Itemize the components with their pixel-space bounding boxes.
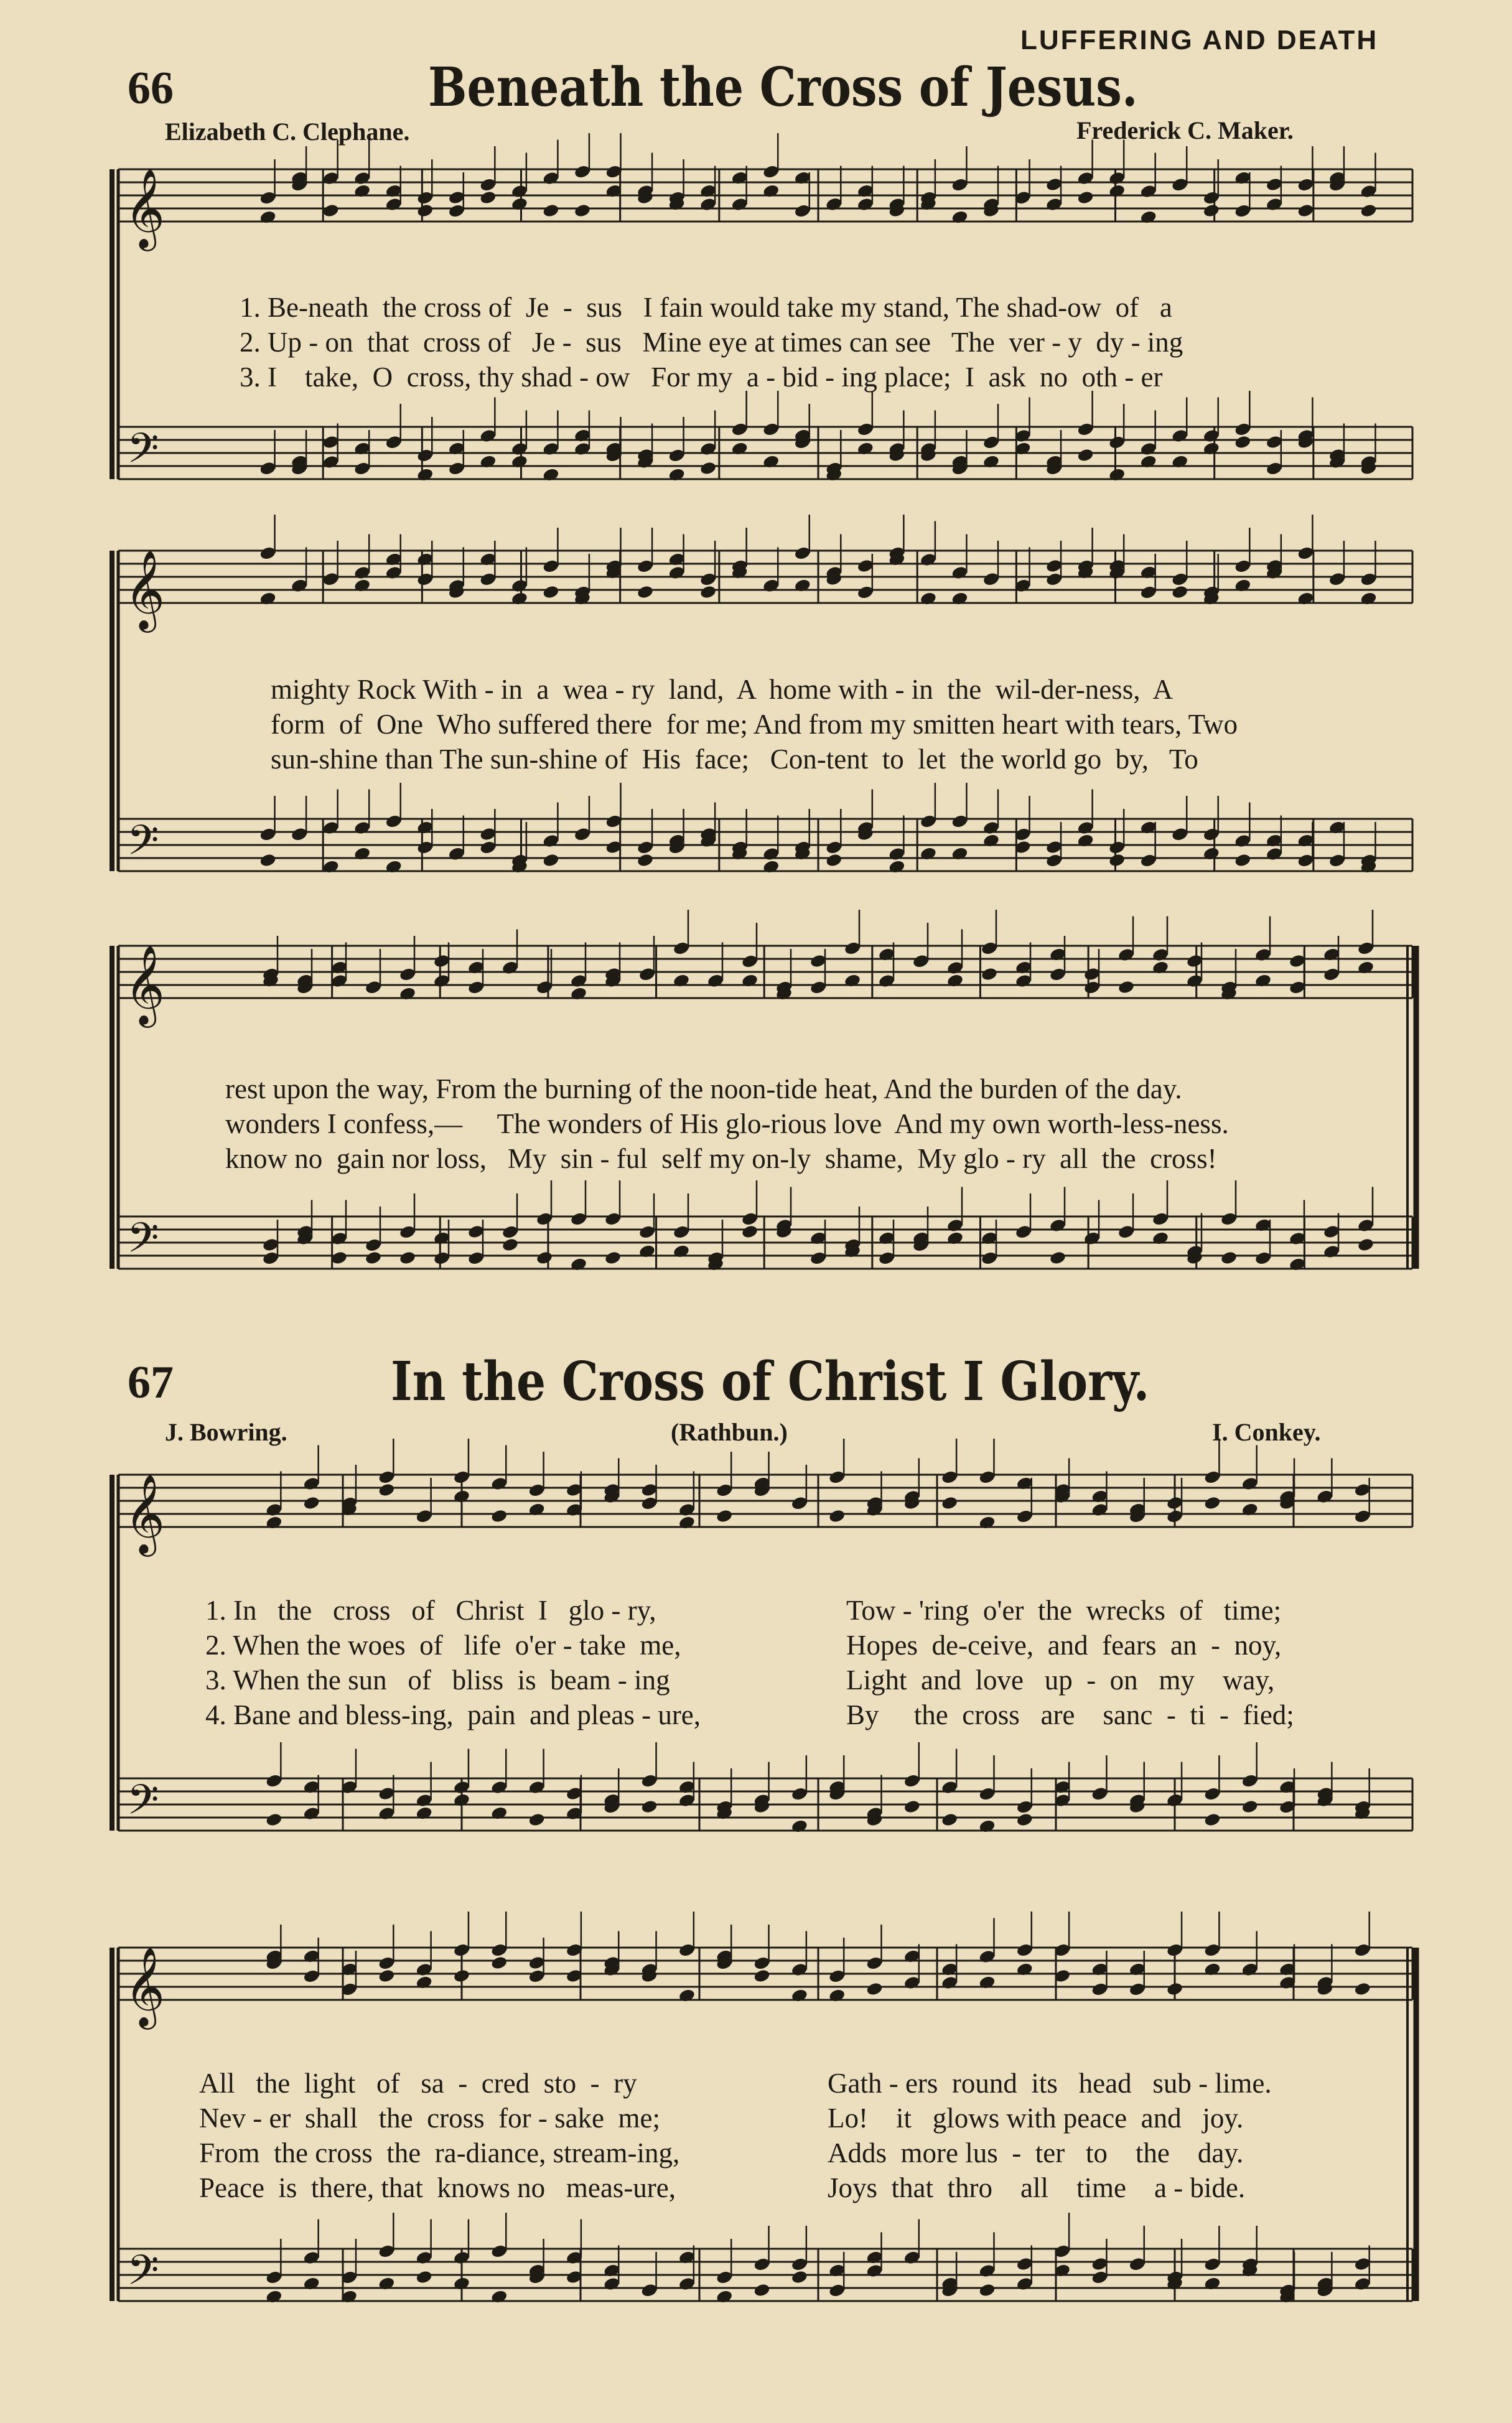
lyric-line: Hopes de-ceive, and fears an - noy, — [846, 1630, 1282, 1661]
note-head — [791, 2269, 808, 2284]
note-head — [574, 203, 591, 218]
note-head — [1076, 447, 1094, 462]
note-head — [365, 1250, 382, 1265]
note-head — [1297, 203, 1314, 218]
note-head — [741, 1224, 758, 1239]
note-head — [640, 1799, 658, 1814]
note-head — [542, 584, 559, 599]
note-head — [1357, 1237, 1374, 1252]
note-head — [378, 1482, 395, 1497]
section-header: LUFFERING AND DEATH — [1020, 25, 1379, 55]
note-head — [828, 1508, 846, 1523]
lyric-line: 2. Up - on that cross of Je - sus Mine eye at times can see The ver - y dy - ing — [240, 327, 1183, 358]
note-head — [941, 1812, 958, 1827]
lyric-line: Peace is there, that knows no meas-ure, — [199, 2172, 676, 2203]
note-head — [1241, 1799, 1259, 1814]
note-head — [1220, 1250, 1238, 1265]
treble-clef: 𝄞 — [124, 549, 166, 629]
lyric-line: know no gain nor loss, My sin - ful self my on-ly shame, My glo - ry all the cross! — [225, 1143, 1217, 1174]
hymn-number: 66 — [128, 63, 174, 114]
note-head — [1076, 190, 1094, 205]
note-head — [265, 1812, 282, 1827]
lyric-line: 1. Be-neath the cross of Je - sus I fain would take my stand, The shad-ow of a — [240, 292, 1172, 323]
lyric-line: form of One Who suffered there for me; And from my smitten heart with tears, Two — [271, 709, 1238, 740]
note-head — [1203, 203, 1220, 218]
note-head — [399, 1250, 416, 1265]
note-head — [637, 852, 654, 867]
note-head — [536, 1250, 553, 1265]
note-head — [1203, 1812, 1221, 1827]
note-head — [453, 1968, 470, 1983]
lyric-line: Nev - er shall the cross for - sake me; — [199, 2103, 661, 2134]
note-head — [753, 1968, 770, 1983]
lyric-line: Lo! it glows with peace and joy. — [828, 2103, 1244, 2134]
lyric-line: Gath - ers round its head sub - lime. — [828, 2068, 1272, 2099]
note-head — [716, 1508, 733, 1523]
note-head — [502, 1237, 519, 1252]
note-head — [415, 2269, 432, 2284]
lyric-line: 3. I take, O cross, thy shad - ow For my a - bid - ing place; I ask no oth - er — [240, 362, 1163, 393]
note-head — [542, 852, 559, 867]
lyric-line: 2. When the woes of life o'er - take me, — [205, 1630, 681, 1661]
hymn-title: Beneath the Cross of Jesus. — [428, 56, 1138, 119]
note-head — [1049, 1250, 1066, 1265]
hymn-number: 67 — [128, 1357, 174, 1408]
note-head — [866, 1981, 883, 1996]
treble-clef: 𝄞 — [124, 945, 166, 1024]
note-head — [699, 460, 717, 475]
lyric-line: sun-shine than The sun-shine of His face; Con-tent to let the world go by, To — [271, 744, 1198, 775]
bass-clef: 𝄢 — [127, 816, 159, 874]
lyric-line: Adds more lus - ter to the day. — [828, 2137, 1244, 2169]
note-head — [302, 1495, 320, 1510]
note-head — [490, 1508, 508, 1523]
lyric-line: From the cross the ra-diance, stream-ing, — [199, 2137, 680, 2169]
lyric-line: Tow - 'ring o'er the wrecks of time; — [846, 1595, 1282, 1626]
lyric-line: Joys that thro all time a - bide. — [828, 2172, 1246, 2203]
bass-clef: 𝄢 — [127, 424, 159, 482]
note-head — [1353, 1981, 1371, 1996]
note-head — [699, 584, 717, 599]
note-head — [1234, 434, 1251, 449]
treble-clef: 𝄞 — [124, 168, 166, 248]
treble-clef: 𝄞 — [124, 1946, 166, 2026]
note-head — [490, 1955, 508, 1970]
lyric-line: mighty Rock With - in a wea - ry land, A home with - in the wil-der-ness, A — [271, 674, 1173, 705]
lyricist: J. Bowring. — [165, 1418, 287, 1446]
note-head — [1171, 584, 1188, 599]
note-head — [528, 1812, 545, 1827]
note-head — [637, 584, 654, 599]
bass-clef: 𝄢 — [127, 2246, 159, 2304]
note-head — [1118, 979, 1135, 994]
lyric-line: 3. When the sun of bliss is beam - ing — [205, 1664, 670, 1696]
note-head — [941, 1495, 958, 1510]
note-head — [1016, 1812, 1034, 1827]
note-head — [825, 852, 842, 867]
lyric-line: Light and love up - on my way, — [846, 1664, 1275, 1696]
tune-name: (Rathbun.) — [671, 1418, 788, 1446]
note-head — [604, 1250, 622, 1265]
note-head — [259, 852, 276, 867]
bass-clef: 𝄢 — [127, 1214, 159, 1272]
treble-clef: 𝄞 — [124, 1473, 166, 1553]
lyric-line: By the cross are sanc - ti - fied; — [846, 1699, 1294, 1730]
note-head — [1108, 852, 1126, 867]
note-head — [753, 2282, 770, 2297]
note-head — [416, 203, 434, 218]
composer: I. Conkey. — [1212, 1418, 1321, 1446]
lyric-line: 1. In the cross of Christ I glo - ry, — [205, 1595, 656, 1626]
hymn-title: In the Cross of Christ I Glory. — [391, 1350, 1150, 1413]
lyricist: Elizabeth C. Clephane. — [165, 118, 410, 146]
composer: Frederick C. Maker. — [1076, 116, 1294, 144]
lyric-line: wonders I confess,— The wonders of His glo-rious love And my own worth-less-ness. — [225, 1108, 1229, 1139]
note-head — [978, 2282, 996, 2297]
bass-clef: 𝄢 — [127, 1776, 159, 1834]
note-head — [378, 1968, 395, 1983]
note-head — [1203, 1495, 1221, 1510]
note-head — [1166, 1981, 1183, 1996]
note-head — [479, 190, 497, 205]
lyric-line: rest upon the way, From the burning of the noon-tide heat, And the burden of the day. — [225, 1073, 1182, 1104]
note-head — [1234, 852, 1251, 867]
lyric-line: 4. Bane and bless-ing, pain and pleas - ure, — [205, 1699, 701, 1730]
note-head — [981, 966, 998, 981]
note-head — [903, 1799, 921, 1814]
note-head — [1360, 203, 1377, 218]
note-head — [542, 203, 559, 218]
lyric-line: All the light of sa - cred sto - ry — [199, 2068, 637, 2099]
note-head — [322, 203, 339, 218]
